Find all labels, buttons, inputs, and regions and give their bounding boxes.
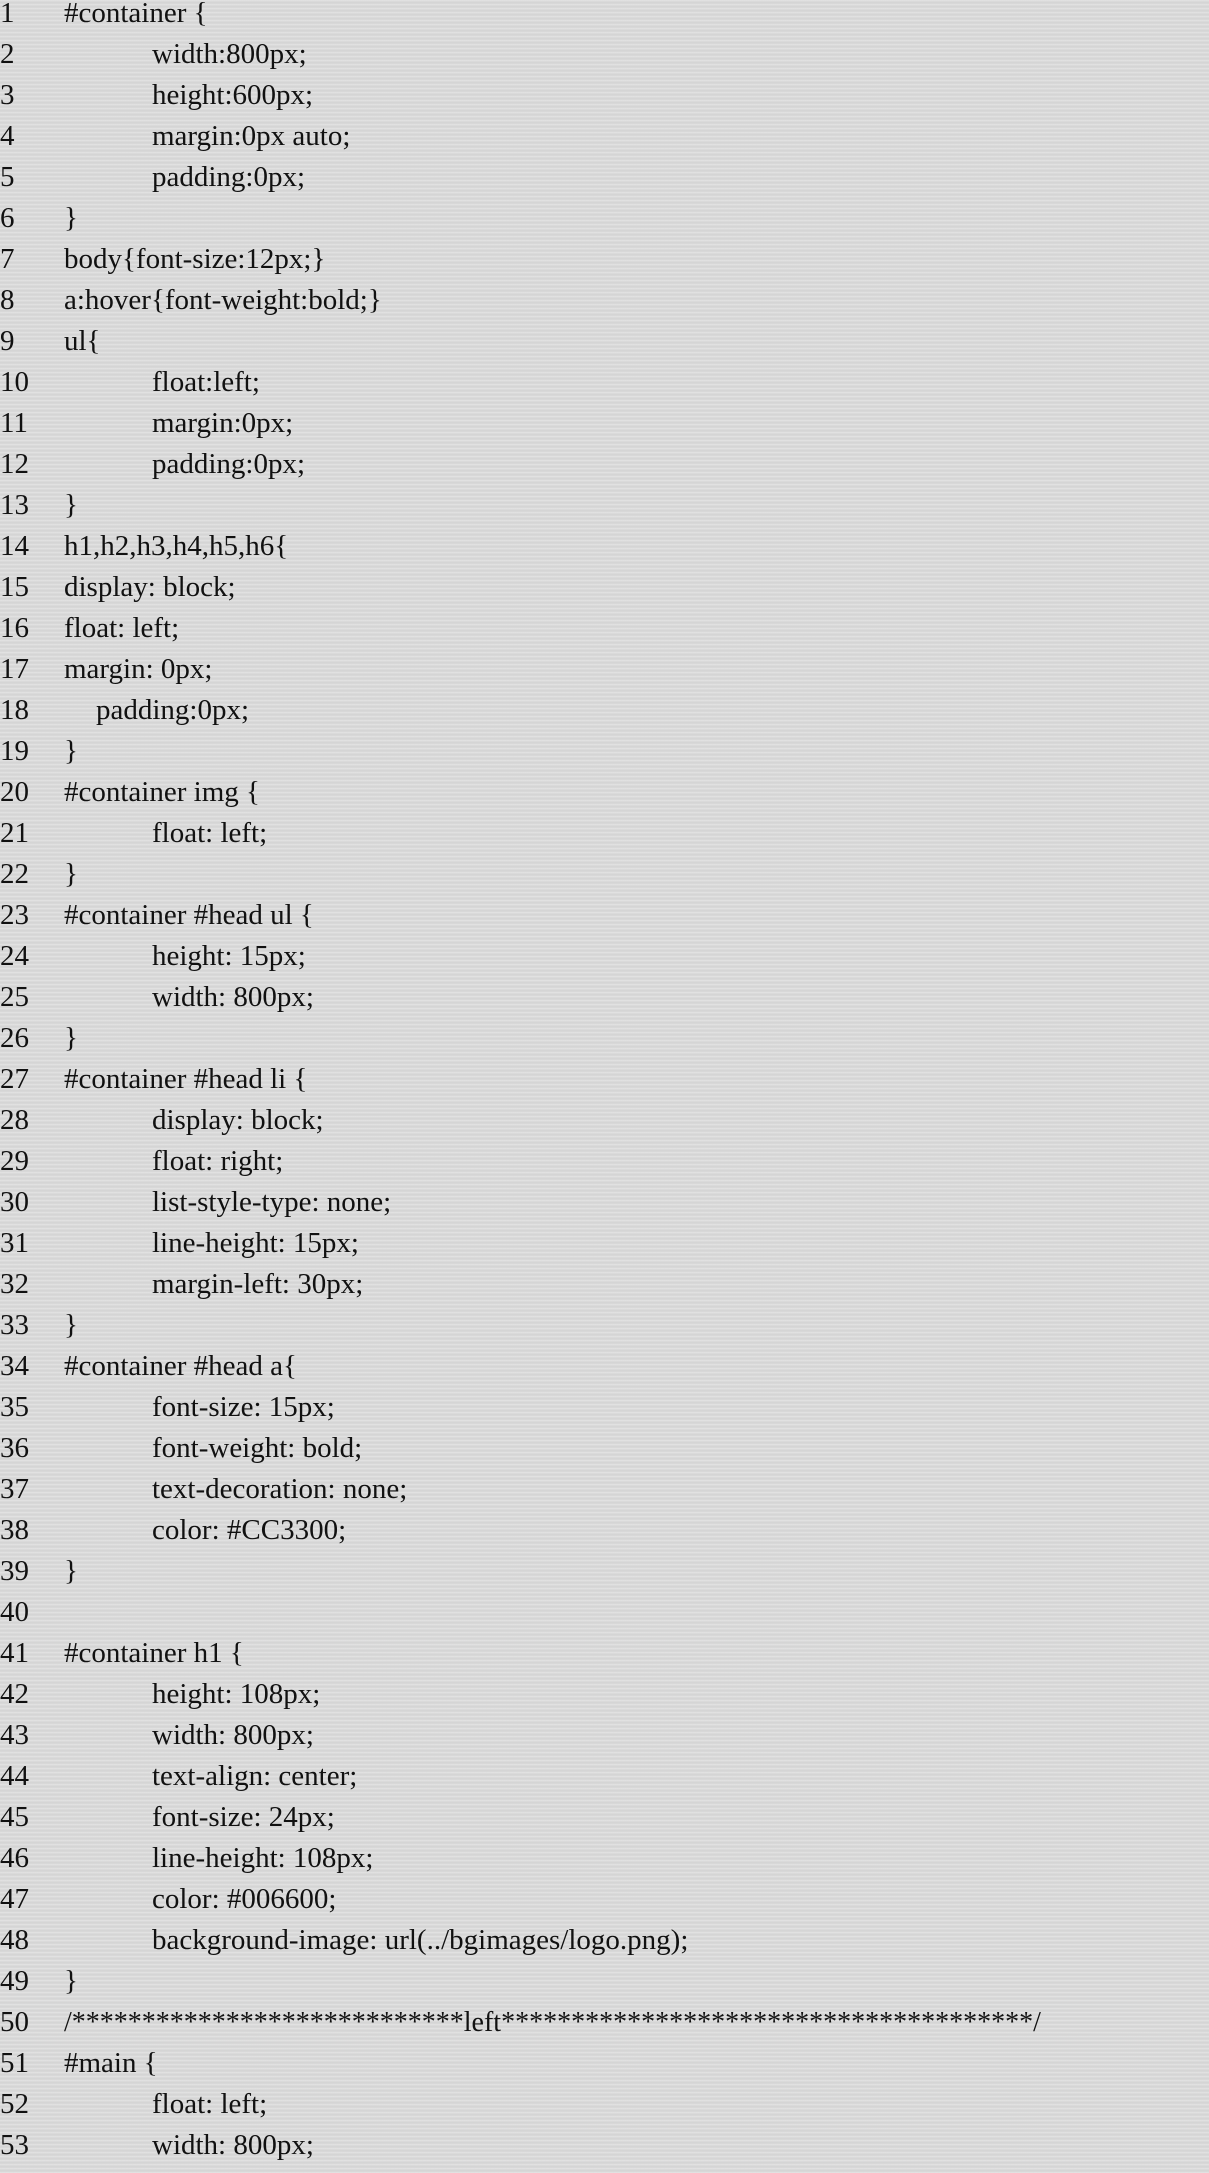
line-number: 15 bbox=[0, 571, 29, 603]
code-line bbox=[0, 116, 1209, 157]
line-text: line-height: 108px; bbox=[152, 1842, 374, 1874]
code-line bbox=[0, 2043, 1209, 2084]
line-text: margin:0px auto; bbox=[152, 120, 351, 152]
line-number: 39 bbox=[0, 1555, 29, 1587]
line-text: text-align: center; bbox=[152, 1760, 358, 1792]
code-line bbox=[0, 2084, 1209, 2125]
code-line bbox=[0, 731, 1209, 772]
code-line bbox=[0, 608, 1209, 649]
code-line bbox=[0, 1715, 1209, 1756]
line-number: 40 bbox=[0, 1596, 29, 1628]
code-line bbox=[0, 1182, 1209, 1223]
line-number: 26 bbox=[0, 1022, 29, 1054]
line-text: } bbox=[64, 858, 78, 890]
line-text: font-weight: bold; bbox=[152, 1432, 363, 1464]
line-text: #container img { bbox=[64, 776, 260, 808]
code-line bbox=[0, 1264, 1209, 1305]
line-text: display: block; bbox=[152, 1104, 324, 1136]
line-number: 30 bbox=[0, 1186, 29, 1218]
line-text: text-decoration: none; bbox=[152, 1473, 408, 1505]
line-number: 29 bbox=[0, 1145, 29, 1177]
code-line bbox=[0, 936, 1209, 977]
line-number: 51 bbox=[0, 2047, 29, 2079]
line-text: } bbox=[64, 1965, 78, 1997]
code-line bbox=[0, 1920, 1209, 1961]
line-number: 41 bbox=[0, 1637, 29, 1669]
line-number: 2 bbox=[0, 38, 15, 70]
line-text: #container #head li { bbox=[64, 1063, 308, 1095]
line-text: height:600px; bbox=[152, 79, 314, 111]
line-text: float:left; bbox=[152, 366, 260, 398]
code-line bbox=[0, 690, 1209, 731]
line-text: float: left; bbox=[152, 2088, 268, 2120]
line-text: padding:0px; bbox=[152, 448, 306, 480]
line-number: 16 bbox=[0, 612, 29, 644]
line-text: margin: 0px; bbox=[64, 653, 213, 685]
code-line bbox=[0, 403, 1209, 444]
line-text: float: right; bbox=[152, 1145, 284, 1177]
line-text: ul{ bbox=[64, 325, 101, 357]
line-number: 43 bbox=[0, 1719, 29, 1751]
code-line bbox=[0, 526, 1209, 567]
code-line bbox=[0, 1059, 1209, 1100]
line-text: #container #head ul { bbox=[64, 899, 314, 931]
code-line bbox=[0, 1387, 1209, 1428]
line-number: 45 bbox=[0, 1801, 29, 1833]
line-number: 10 bbox=[0, 366, 29, 398]
line-number: 27 bbox=[0, 1063, 29, 1095]
code-line bbox=[0, 1797, 1209, 1838]
code-line bbox=[0, 1018, 1209, 1059]
line-number: 22 bbox=[0, 858, 29, 890]
line-text: h1,h2,h3,h4,h5,h6{ bbox=[64, 530, 289, 562]
line-text: padding:0px; bbox=[96, 694, 250, 726]
code-line bbox=[0, 34, 1209, 75]
code-line bbox=[0, 444, 1209, 485]
line-number: 21 bbox=[0, 817, 29, 849]
line-number: 8 bbox=[0, 284, 15, 316]
line-text: a:hover{font-weight:bold;} bbox=[64, 284, 382, 316]
line-number: 14 bbox=[0, 530, 29, 562]
line-text: width: 800px; bbox=[152, 981, 314, 1013]
line-number: 31 bbox=[0, 1227, 29, 1259]
line-text: font-size: 15px; bbox=[152, 1391, 335, 1423]
code-line bbox=[0, 1100, 1209, 1141]
line-number: 3 bbox=[0, 79, 15, 111]
line-text: body{font-size:12px;} bbox=[64, 243, 326, 275]
code-line bbox=[0, 157, 1209, 198]
line-number: 38 bbox=[0, 1514, 29, 1546]
code-line bbox=[0, 1592, 1209, 1633]
line-number: 23 bbox=[0, 899, 29, 931]
line-text: background-image: url(../bgimages/logo.png); bbox=[152, 1924, 689, 1956]
code-line bbox=[0, 1305, 1209, 1346]
line-number: 46 bbox=[0, 1842, 29, 1874]
code-line bbox=[0, 772, 1209, 813]
line-number: 20 bbox=[0, 776, 29, 808]
line-text: list-style-type: none; bbox=[152, 1186, 392, 1218]
code-line bbox=[0, 1428, 1209, 1469]
line-text: margin-left: 30px; bbox=[152, 1268, 364, 1300]
code-line bbox=[0, 1633, 1209, 1674]
code-line bbox=[0, 1961, 1209, 2002]
line-number: 37 bbox=[0, 1473, 29, 1505]
line-text: } bbox=[64, 1309, 78, 1341]
code-line bbox=[0, 2125, 1209, 2166]
line-number: 48 bbox=[0, 1924, 29, 1956]
line-number: 53 bbox=[0, 2129, 29, 2161]
code-line bbox=[0, 362, 1209, 403]
line-number: 4 bbox=[0, 120, 15, 152]
line-number: 49 bbox=[0, 1965, 29, 1997]
line-text: } bbox=[64, 489, 78, 521]
line-number: 19 bbox=[0, 735, 29, 767]
code-line bbox=[0, 1756, 1209, 1797]
line-text: #container #head a{ bbox=[64, 1350, 297, 1382]
code-line bbox=[0, 895, 1209, 936]
line-text: #container h1 { bbox=[64, 1637, 244, 1669]
code-line bbox=[0, 567, 1209, 608]
code-line bbox=[0, 1838, 1209, 1879]
line-number: 42 bbox=[0, 1678, 29, 1710]
code-line bbox=[0, 321, 1209, 362]
line-number: 6 bbox=[0, 202, 15, 234]
code-line bbox=[0, 1510, 1209, 1551]
code-line bbox=[0, 1223, 1209, 1264]
line-text: #container { bbox=[64, 0, 208, 29]
line-text: line-height: 15px; bbox=[152, 1227, 359, 1259]
line-text: display: block; bbox=[64, 571, 236, 603]
code-line bbox=[0, 1469, 1209, 1510]
line-text: float: left; bbox=[152, 817, 268, 849]
line-text: color: #006600; bbox=[152, 1883, 337, 1915]
line-number: 44 bbox=[0, 1760, 29, 1792]
line-number: 5 bbox=[0, 161, 15, 193]
code-line bbox=[0, 854, 1209, 895]
line-number: 7 bbox=[0, 243, 15, 275]
line-number: 13 bbox=[0, 489, 29, 521]
code-line bbox=[0, 977, 1209, 1018]
line-number: 52 bbox=[0, 2088, 29, 2120]
line-number: 17 bbox=[0, 653, 29, 685]
code-line bbox=[0, 0, 1209, 34]
code-line bbox=[0, 239, 1209, 280]
line-number: 35 bbox=[0, 1391, 29, 1423]
code-line bbox=[0, 1346, 1209, 1387]
line-text: width: 800px; bbox=[152, 1719, 314, 1751]
comment-line-text: /****************************left**************************************/ bbox=[64, 2007, 1041, 2038]
line-text: #main { bbox=[64, 2047, 158, 2079]
code-line bbox=[0, 75, 1209, 116]
code-line bbox=[0, 1674, 1209, 1715]
line-number: 9 bbox=[0, 325, 15, 357]
line-number: 24 bbox=[0, 940, 29, 972]
line-number: 25 bbox=[0, 981, 29, 1013]
line-text: height: 15px; bbox=[152, 940, 306, 972]
line-number: 12 bbox=[0, 448, 29, 480]
line-number: 18 bbox=[0, 694, 29, 726]
line-text: width: 800px; bbox=[152, 2129, 314, 2161]
code-line bbox=[0, 1551, 1209, 1592]
line-number: 33 bbox=[0, 1309, 29, 1341]
code-line bbox=[0, 2002, 1209, 2043]
code-line bbox=[0, 280, 1209, 321]
line-number: 47 bbox=[0, 1883, 29, 1915]
line-number: 11 bbox=[0, 407, 28, 439]
code-line bbox=[0, 1141, 1209, 1182]
line-text: float: left; bbox=[64, 612, 180, 644]
line-text: } bbox=[64, 735, 78, 767]
code-line bbox=[0, 198, 1209, 239]
code-line bbox=[0, 649, 1209, 690]
code-line bbox=[0, 485, 1209, 526]
line-number: 32 bbox=[0, 1268, 29, 1300]
line-text: color: #CC3300; bbox=[152, 1514, 347, 1546]
line-text: height: 108px; bbox=[152, 1678, 321, 1710]
line-number: 36 bbox=[0, 1432, 29, 1464]
line-number: 34 bbox=[0, 1350, 29, 1382]
code-line bbox=[0, 813, 1209, 854]
line-number: 28 bbox=[0, 1104, 29, 1136]
line-text: margin:0px; bbox=[152, 407, 294, 439]
line-number: 50 bbox=[0, 2006, 29, 2038]
line-text: } bbox=[64, 202, 78, 234]
line-text: } bbox=[64, 1555, 78, 1587]
line-text: font-size: 24px; bbox=[152, 1801, 335, 1833]
code-line bbox=[0, 1879, 1209, 1920]
line-text: width:800px; bbox=[152, 38, 307, 70]
line-text: } bbox=[64, 1022, 78, 1054]
line-number: 1 bbox=[0, 0, 15, 29]
line-text: padding:0px; bbox=[152, 161, 306, 193]
